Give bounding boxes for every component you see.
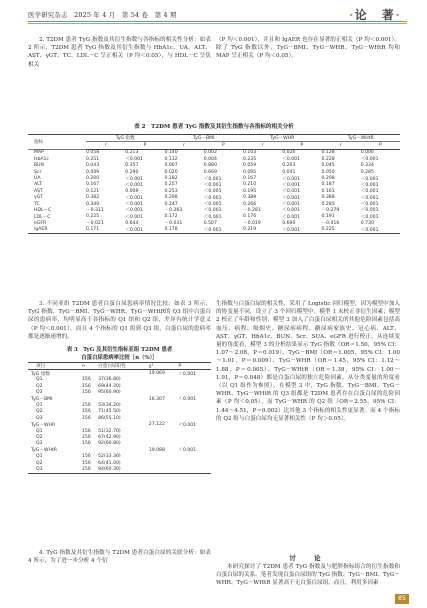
table-cell: ＜0.001 xyxy=(125,157,143,163)
row-label: Q1 xyxy=(36,428,43,434)
row-label: AST xyxy=(34,188,43,194)
table-cell: ＜0.001 xyxy=(125,182,143,188)
row-label: UA xyxy=(34,176,41,182)
table-cell: －0.281 xyxy=(243,208,261,214)
table-cell: 0.290 xyxy=(125,169,139,175)
table-row xyxy=(28,149,400,156)
table-cell: 0.266 xyxy=(243,201,257,207)
table-cell: －0.021 xyxy=(86,221,104,227)
table-cell: 0.382 xyxy=(86,195,100,201)
group-label: TyG－BMI xyxy=(31,397,53,403)
col-header-group: TyG－BMI xyxy=(165,135,244,142)
col-header-n: n xyxy=(82,363,98,370)
table-3 xyxy=(28,347,211,474)
table-cell: ＜0.001 xyxy=(360,189,379,195)
table-cell: 0.176 xyxy=(243,214,257,220)
table-cell: 0.235 xyxy=(243,156,257,162)
table-cell: 0.210 xyxy=(243,182,257,188)
table-cell: ＜0.001 xyxy=(203,182,222,188)
section-2-text-cont xyxy=(216,36,400,61)
table-cell: 95(60.90) xyxy=(98,390,121,396)
table-cell xyxy=(98,370,149,377)
table-cell: 156 xyxy=(82,409,91,415)
col-header-r: r xyxy=(322,142,361,149)
table-cell: ＜0.001 xyxy=(360,214,379,220)
group-label: TyG－WHR xyxy=(31,422,56,428)
table-cell: 0.095 xyxy=(243,169,257,175)
page-number: 85 xyxy=(395,594,409,604)
table-cell: 0.200 xyxy=(86,176,100,182)
table-cell: 156 xyxy=(82,466,98,473)
row-label: Q1 xyxy=(36,377,43,383)
table-cell: 0.334 xyxy=(360,163,374,169)
col-header-r: r xyxy=(86,142,125,149)
table-cell: 0.690 xyxy=(282,220,296,226)
section-label: ·论 著· xyxy=(349,8,401,22)
table-cell: 0.058 xyxy=(86,150,100,156)
table-cell: 0.172 xyxy=(164,214,178,220)
right-column-text xyxy=(216,300,400,423)
table-cell: 0.041 xyxy=(282,169,296,175)
table-cell: ＜0.001 xyxy=(203,195,222,201)
section-4-text xyxy=(28,549,211,565)
table-2 xyxy=(28,122,400,234)
table-cell xyxy=(178,466,211,473)
table-cell: 0.059 xyxy=(243,163,257,169)
discussion-text xyxy=(216,563,400,588)
table-cell: 156 xyxy=(82,428,91,434)
table-cell: 0.128 xyxy=(321,150,335,156)
row-label: BUN xyxy=(34,163,44,169)
table-cell: 156 xyxy=(82,460,91,466)
table-cell: 156 xyxy=(82,434,91,440)
table-cell: ＜0.001 xyxy=(125,202,143,208)
table-cell: 0.357 xyxy=(125,163,139,169)
table-cell: 156 xyxy=(82,454,91,460)
table-cell: 0.247 xyxy=(164,201,178,207)
table-cell: 0.285 xyxy=(321,201,335,207)
table-cell: 0.167 xyxy=(86,182,100,188)
table-cell: 0.257 xyxy=(164,182,178,188)
col-header-group: TyG 指数 xyxy=(86,135,165,142)
table-cell xyxy=(149,466,179,473)
row-label: Q2 xyxy=(36,434,43,440)
table-row xyxy=(28,466,211,473)
table-cell: 0.171 xyxy=(86,226,125,233)
table-cell: 0.644 xyxy=(125,220,139,226)
row-label: Q2 xyxy=(36,409,43,415)
table-cell: 0.228 xyxy=(321,156,335,162)
table-cell: 0.730 xyxy=(360,220,374,226)
table-cell: ＜0.001 xyxy=(178,422,197,428)
table-cell: ＜0.001 xyxy=(282,195,300,201)
table-cell: 0.103 xyxy=(243,150,257,156)
table-cell: 156 xyxy=(82,403,91,409)
row-label: Q2 xyxy=(36,383,43,389)
table-cell: 0.195 xyxy=(243,188,257,194)
table-cell: ＜0.001 xyxy=(203,214,222,220)
row-label: TC xyxy=(34,201,40,207)
table-cell xyxy=(82,370,98,377)
table-cell: 0.007 xyxy=(164,163,178,169)
table-cell: ＜0.001 xyxy=(282,202,300,208)
row-label: Q3 xyxy=(36,390,43,396)
row-label: Q3 xyxy=(36,415,43,421)
table-cell: ＜0.001 xyxy=(178,397,197,403)
table-cell: 0.213 xyxy=(125,150,139,156)
group-label: TyG 指数 xyxy=(31,371,51,377)
table-cell: ＜0.001 xyxy=(125,208,143,214)
table-cell: －0.279 xyxy=(321,208,340,214)
section-2-text xyxy=(28,36,211,69)
table-cell: ＜0.001 xyxy=(282,189,300,195)
col-header-group: TyG－WHR xyxy=(243,135,322,142)
table-cell: ＜0.001 xyxy=(282,176,300,182)
row-label: Q1 xyxy=(36,454,43,460)
row-label: MAP xyxy=(34,150,44,156)
table-cell: ＜0.001 xyxy=(125,176,143,182)
table-cell: ＜0.001 xyxy=(203,189,222,195)
table-cell: －0.016 xyxy=(321,221,340,227)
table-cell: 94(60.30) xyxy=(98,466,149,473)
table-cell: 0.020 xyxy=(164,169,178,175)
row-label: γGT xyxy=(34,195,43,201)
table-cell: ＜0.001 xyxy=(282,214,300,220)
table-cell: ＜0.001 xyxy=(125,214,143,220)
table-cell: 0.009 xyxy=(125,188,139,194)
row-label: HDL－C xyxy=(34,208,52,214)
paragraph: 生指数与白蛋白尿的相关性，采用了 Logistic 回归模型，因为模型中加入的协变量不同，设立了 3 个回归模型中。模型 1 未校正非衍生因素；模型 2 校正了年龄和性别；模型 3 加入了白蛋白尿相关的其他危险因素包括高血压、病程、吸烟史、糖尿病病程、糖尿病家族史、冠心病、ALT、AST、γGT、HbA1c、BUN、Scr、SUA、eGFR 进行校正。从连续变量的角度看，模型 3 的分析结果显示 TyG 指数（OR＝1.50，95% CI：1.07～2.08，P＝0.019）、TyG－BMI（OR＝1.005，95% CI：1.00～1.01，P＝0.009）、TyG－WHR（OR＝1.45，95% CI：1.12～1.88，P＝0.005）、TyG－WHtR（OR＝1.39，95% CI：1.00～1.91，P＝0.048）都是白蛋白尿的独立危险因素。从分类变量的角度看（以 Q1 组作为参照），在模型 3 中，TyG 指数、TyG－BMI、TyG－WHR、TyG－WHtR 的 Q3 组都是 T2DM 患者存在白蛋白尿的危险因素（P 均＜0.05），而 TyG－WHR 的 Q2 组（OR＝2.55，95% CI：1.44～4.51，P＝0.002）比其他 3 个指标的相关性更显著。而 4 个指标的 Q2 组与白蛋白尿均无显著相关性（P 均＞0.05）。 xyxy=(216,301,400,422)
table-cell: ＜0.001 xyxy=(203,208,222,214)
table-cell: 0.121 xyxy=(86,188,100,194)
table-cell: ＜0.001 xyxy=(282,208,300,214)
header-rule xyxy=(28,21,407,22)
table-cell: 0.182 xyxy=(164,176,178,182)
table-cell: －0.263 xyxy=(164,208,183,214)
group-row xyxy=(28,370,211,377)
discussion-heading: 讨 论 xyxy=(289,554,327,562)
table-cell: ＜0.001 xyxy=(204,226,243,233)
table-cell: 0.132 xyxy=(164,156,178,162)
row-label: Scr xyxy=(34,169,42,175)
col-header-indicator: 指标 xyxy=(28,135,86,150)
table-cell: 0.187 xyxy=(321,182,335,188)
table-cell: 0.880 xyxy=(203,163,217,169)
row-label: eGFR xyxy=(34,220,47,226)
col-header-item: 项目 xyxy=(28,363,82,370)
table-cell: ＜0.001 xyxy=(360,157,379,163)
table-cell: 0.203 xyxy=(282,163,296,169)
table-cell: ＜0.001 xyxy=(125,226,164,233)
table-cell: 0.161 xyxy=(321,188,335,194)
row-label: Q3 xyxy=(36,441,43,447)
table-cell: ＜0.001 xyxy=(360,202,379,208)
col-header-p: P xyxy=(178,363,211,370)
table-cell: ＜0.001 xyxy=(203,202,222,208)
table-cell: 0.026 xyxy=(282,150,296,156)
table-cell: 0.043 xyxy=(86,163,100,169)
table-cell: 156 xyxy=(82,441,91,447)
table-cell: ＜0.001 xyxy=(282,226,321,233)
table-cell: 67(42.90) xyxy=(98,434,121,440)
table-cell: 0.004 xyxy=(203,156,217,162)
table-cell: 0.219 xyxy=(243,226,282,233)
table-cell: ＜0.001 xyxy=(282,182,300,188)
table-cell: ＜0.001 xyxy=(360,182,379,188)
table-cell: 0.167 xyxy=(243,176,257,182)
table-cell: 0.251 xyxy=(86,156,100,162)
section-title: 论 著 xyxy=(354,8,396,22)
table-cell: 52(33.30) xyxy=(98,454,121,460)
table-cell: 0.208 xyxy=(321,176,335,182)
table-cell: 64(41.00) xyxy=(98,460,121,466)
table-cell: 27.122 xyxy=(148,422,165,428)
col-header-chi2: χ² xyxy=(149,363,179,370)
col-header-p: P xyxy=(361,142,400,149)
table-cell: ＜0.001 xyxy=(178,448,197,454)
table-cell: 0.225 xyxy=(322,226,361,233)
table-cell: 51(32.70) xyxy=(98,428,121,434)
table-cell: 156 xyxy=(82,383,91,389)
table-cell: 0.349 xyxy=(86,201,100,207)
table-cell: ＜0.001 xyxy=(361,226,400,233)
prevalence-table xyxy=(28,362,211,474)
table-cell: 156 xyxy=(82,390,91,396)
caption-line: 白蛋白尿患病率比较［n（%）］ xyxy=(81,354,158,361)
table-cell: 92(60.80) xyxy=(98,441,121,447)
table-cell: ＜0.001 xyxy=(360,195,379,201)
row-label: ALT xyxy=(34,182,42,188)
table-cell: 0.050 xyxy=(321,169,335,175)
group-label: TyG－WHtR xyxy=(31,448,57,454)
table-cell: 37(36.80) xyxy=(98,377,121,383)
table-2-caption: 表 2 T2DM 患者 TyG 指数及其衍生指数与各指标的相关分析 xyxy=(134,124,294,130)
table-cell: 0.225 xyxy=(86,214,100,220)
table-cell: －0.019 xyxy=(243,221,261,227)
table-cell: ＜0.001 xyxy=(282,157,300,163)
row-label: IgAER xyxy=(28,226,86,233)
col-header-p: P xyxy=(204,142,243,149)
table-cell: 0.045 xyxy=(321,163,335,169)
table-cell: ＜0.001 xyxy=(360,176,379,182)
paragraph: 3. 不同亚组 T2DM 患者白蛋白尿患病率情况比较：如表 3 所示，TyG 指数、TyG－BMI、TyG－WHR、TyG－WHtR的 Q3 组中白蛋白尿的患病率，均明显高于各指标的 Q1 组和 Q2 组，差异有统计学意义（P 均＜0.001）。而且 4 个指标的 Q1 组到 Q3 组，白蛋白尿的患病率都是逐渐递增的。 xyxy=(28,301,211,340)
table-cell: ＜0.001 xyxy=(125,195,143,201)
col-header-r: r xyxy=(243,142,282,149)
table-cell: 0.388 xyxy=(321,195,335,201)
table-row xyxy=(28,226,400,233)
section-3-text xyxy=(28,300,211,341)
paragraph: 本研究探讨了 T2DM 患者 TyG 指数及与肥胖指标组合的衍生指数和白蛋白尿的关系。笔者发现白蛋白尿组的 TyG 指数、TyG－BMI、TyG－WHR、TyG－WHtR 显著高于无白蛋白尿组，而且，利用多因素 xyxy=(216,564,400,587)
correlation-table xyxy=(28,134,400,234)
page-header xyxy=(28,6,407,36)
table-cell: 0.669 xyxy=(203,169,217,175)
table-cell: 69(44.20) xyxy=(98,383,121,389)
row-label: Q1 xyxy=(36,403,43,409)
journal-info: 医学研究杂志 2025 年 4 月 第 54 卷 第 4 期 xyxy=(28,11,177,19)
row-label: Q3 xyxy=(28,466,82,473)
col-header-p: P xyxy=(282,142,321,149)
table-cell: 0.140 xyxy=(164,150,178,156)
table-cell: 16.307 xyxy=(148,396,165,402)
table-cell: 156 xyxy=(82,377,91,383)
table-3-caption xyxy=(28,347,211,362)
table-cell: 19.069 xyxy=(148,371,165,377)
table-cell: 0.191 xyxy=(321,214,335,220)
table-cell: 0.049 xyxy=(86,169,100,175)
table-cell: 53(34.20) xyxy=(98,403,121,409)
paragraph: （P 均＜0.001），并且和 IgAER 也存在显著的正相关（P 均＜0.001）。除了 TyG 指数以外，TyG－BMI、TyG－WHR、TyG－WHtR 均和 MAP 呈正相关（P 均＜0.05）。 xyxy=(216,37,400,60)
table-cell: 19.088 xyxy=(148,447,165,453)
row-label: LDL－C xyxy=(34,214,51,220)
row-label: Q2 xyxy=(36,460,43,466)
table-cell: 71(45.50) xyxy=(98,409,121,415)
table-cell: 0.507 xyxy=(203,220,217,226)
table-cell: －0.031 xyxy=(164,221,183,227)
table-cell: ＜0.001 xyxy=(203,176,222,182)
table-cell: ＜0.001 xyxy=(178,371,197,377)
table-cell: ＜0.001 xyxy=(360,208,379,214)
paragraph: 2. T2DM 患者 TyG 指数及其衍生指数与各指标的相关性分析：如表 2 所示，T2DM 患者 TyG 指数及其衍生指数与 HbA1c、UA、ALT、AST、γGT、TC、LDL－C 呈正相关（P 均＜0.05），与 HDL－C 呈负相关 xyxy=(28,37,211,68)
paragraph: 4. TyG 指数及其衍生指数与 T2DM 患者白蛋白尿的关联分析：如表 4 所示，为了进一步分析 4 个衍 xyxy=(28,550,211,565)
table-cell: 0.002 xyxy=(203,150,217,156)
table-cell: －0.311 xyxy=(86,208,104,214)
header-rule-thin xyxy=(28,23,407,24)
table-cell: 0.389 xyxy=(243,195,257,201)
table-cell: 0.285 xyxy=(360,169,374,175)
table-cell: 0.253 xyxy=(164,188,178,194)
col-header-group: TyG－WHtR xyxy=(322,135,401,142)
col-header-positive: 白蛋白尿阳性 xyxy=(98,363,149,370)
col-header-r: r xyxy=(165,142,204,149)
col-header-p: P xyxy=(125,142,164,149)
table-cell: 0.178 xyxy=(165,226,204,233)
table-cell: 0.298 xyxy=(164,195,178,201)
row-label: HbA1c xyxy=(34,156,49,162)
caption-line: 表 3 TyG 及其衍生指标亚组 T2DM 患者 xyxy=(66,347,173,353)
table-cell: 0.006 xyxy=(360,150,374,156)
table-cell: 86(55.10) xyxy=(98,415,121,421)
table-cell: 156 xyxy=(82,415,91,421)
